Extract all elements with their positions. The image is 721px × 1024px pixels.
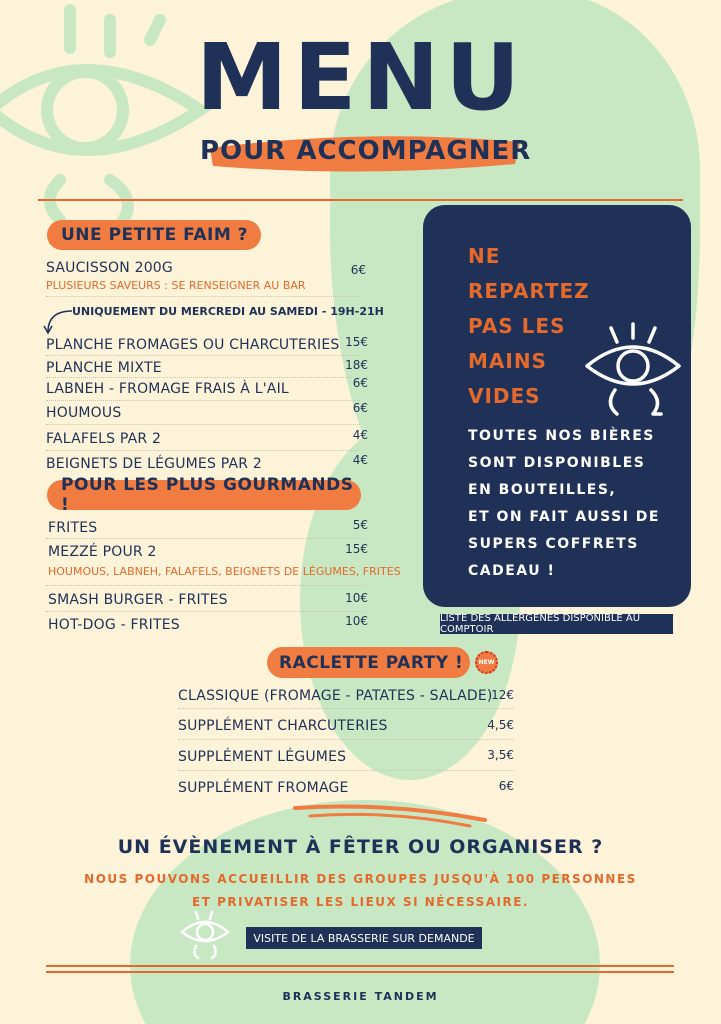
page-title: MENU xyxy=(196,24,527,131)
beers-line-2: SONT DISPONIBLES xyxy=(468,455,646,471)
eye-small-icon xyxy=(178,908,232,962)
item-supp-fromage: SUPPLÉMENT FROMAGE xyxy=(178,780,349,796)
footer-divider-1 xyxy=(46,965,674,967)
item-mezze: MEZZÉ POUR 2 xyxy=(48,544,157,560)
item-planche-mixte: PLANCHE MIXTE xyxy=(46,360,162,376)
orange-brush-stroke xyxy=(290,800,490,830)
note-mezze: HOUMOUS, LABNEH, FALAFELS, BEIGNETS DE LÉGUMES, FRITES xyxy=(48,565,401,578)
price-mezze: 15€ xyxy=(345,542,368,556)
dotted-separator xyxy=(46,424,360,425)
dotted-separator xyxy=(46,585,366,586)
price-planche-fromages: 15€ xyxy=(345,335,368,349)
price-houmous: 6€ xyxy=(352,401,368,415)
item-beignets: BEIGNETS DE LÉGUMES PAR 2 xyxy=(46,456,262,472)
item-saucisson: SAUCISSON 200G xyxy=(46,260,173,276)
curved-arrow-icon xyxy=(40,306,76,336)
price-falafels: 4€ xyxy=(352,428,368,442)
promo-line-5: VIDES xyxy=(468,384,541,408)
beers-line-1: TOUTES NOS BIÈRES xyxy=(468,428,655,444)
event-line-1: NOUS POUVONS ACCUEILLIR DES GROUPES JUSQU'À 100 PERSONNES xyxy=(84,872,637,886)
visit-button[interactable]: VISITE DE LA BRASSERIE SUR DEMANDE xyxy=(246,927,482,949)
event-line-2: ET PRIVATISER LES LIEUX SI NÉCESSAIRE. xyxy=(192,895,529,909)
promo-line-1: NE xyxy=(468,244,501,268)
price-hot-dog: 10€ xyxy=(345,614,368,628)
price-supp-fromage: 6€ xyxy=(498,779,514,793)
footer-brand: BRASSERIE TANDEM xyxy=(282,990,439,1003)
section-heading-petite-faim: UNE PETITE FAIM ? xyxy=(47,220,261,250)
price-saucisson: 6€ xyxy=(350,263,366,277)
price-beignets: 4€ xyxy=(352,453,368,467)
beers-line-4: ET ON FAIT AUSSI DE xyxy=(468,509,660,525)
new-badge-label: NEW xyxy=(478,659,495,666)
item-hot-dog: HOT-DOG - FRITES xyxy=(48,617,180,633)
price-supp-charcuteries: 4,5€ xyxy=(487,718,514,732)
beers-line-3: EN BOUTEILLES, xyxy=(468,482,617,498)
beers-line-5: SUPERS COFFRETS xyxy=(468,536,639,552)
item-frites: FRITES xyxy=(48,520,98,536)
dotted-separator xyxy=(46,450,360,451)
dotted-separator xyxy=(46,538,366,539)
eye-decoration-icon xyxy=(0,0,220,230)
footer-divider-2 xyxy=(46,971,674,973)
item-houmous: HOUMOUS xyxy=(46,405,122,421)
price-smash-burger: 10€ xyxy=(345,591,368,605)
note-saucisson: PLUSIEURS SAVEURS : SE RENSEIGNER AU BAR xyxy=(46,279,306,292)
price-raclette-classique: 12€ xyxy=(491,688,514,702)
dotted-separator xyxy=(46,296,360,297)
promo-line-2: REPARTEZ xyxy=(468,279,590,303)
price-frites: 5€ xyxy=(352,518,368,532)
price-supp-legumes: 3,5€ xyxy=(487,748,514,762)
page-subtitle: POUR ACCOMPAGNER xyxy=(200,136,532,166)
beers-line-6: CADEAU ! xyxy=(468,563,556,579)
promo-line-3: PAS LES xyxy=(468,314,566,338)
item-labneh: LABNEH - FROMAGE FRAIS À L'AIL xyxy=(46,381,289,397)
eye-logo-icon xyxy=(583,322,683,418)
section-heading-gourmands: POUR LES PLUS GOURMANDS ! xyxy=(47,480,361,510)
availability-note: UNIQUEMENT DU MERCREDI AU SAMEDI - 19H-21H xyxy=(72,305,384,318)
dotted-separator xyxy=(46,377,360,378)
dotted-separator xyxy=(178,708,514,709)
item-supp-legumes: SUPPLÉMENT LÉGUMES xyxy=(178,749,347,765)
item-planche-fromages: PLANCHE FROMAGES OU CHARCUTERIES xyxy=(46,337,340,353)
dotted-separator xyxy=(46,400,360,401)
top-divider xyxy=(38,199,683,201)
dotted-separator xyxy=(178,739,514,740)
section-heading-raclette: RACLETTE PARTY ! xyxy=(267,647,470,678)
price-planche-mixte: 18€ xyxy=(345,358,368,372)
event-heading: UN ÉVÈNEMENT À FÊTER OU ORGANISER ? xyxy=(117,836,604,858)
new-badge xyxy=(475,651,498,674)
item-raclette-classique: CLASSIQUE (FROMAGE - PATATES - SALADE) xyxy=(178,688,493,704)
price-labneh: 6€ xyxy=(352,376,368,390)
dotted-separator xyxy=(46,355,360,356)
item-falafels: FALAFELS PAR 2 xyxy=(46,431,162,447)
allergens-label: LISTE DES ALLERGÈNES DISPONIBLE AU COMPTOIR xyxy=(440,614,673,634)
item-supp-charcuteries: SUPPLÉMENT CHARCUTERIES xyxy=(178,718,388,734)
promo-line-4: MAINS xyxy=(468,349,547,373)
dotted-separator xyxy=(178,770,514,771)
item-smash-burger: SMASH BURGER - FRITES xyxy=(48,592,228,608)
dotted-separator xyxy=(46,611,366,612)
